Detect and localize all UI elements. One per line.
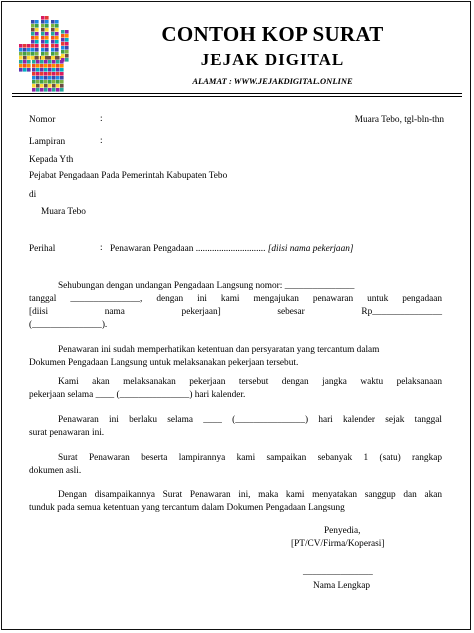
logo-mosaic-tile	[44, 64, 48, 68]
logo-mosaic-tile	[61, 58, 65, 62]
logo-mosaic-tile	[27, 48, 31, 52]
logo-mosaic-tile	[41, 16, 45, 20]
logo-mosaic-tile	[23, 52, 27, 56]
logo-mosaic-tile	[41, 40, 45, 44]
logo-mosaic-tile	[48, 80, 52, 84]
recipient-place: Muara Tebo	[41, 207, 86, 217]
p5-line1: Surat Penawaran beserta lampirannya kami sampaikan sebanyak 1 (satu) rangkap	[58, 453, 442, 463]
logo-mosaic-tile	[41, 32, 45, 36]
logo-mosaic-tile	[51, 36, 55, 40]
logo-mosaic-tile	[55, 36, 59, 40]
logo-mosaic-tile	[44, 76, 48, 80]
logo-mosaic-tile	[65, 38, 69, 42]
logo-mosaic-tile	[45, 56, 49, 60]
logo-mosaic-tile	[23, 60, 27, 64]
logo-mosaic-tile	[19, 48, 23, 52]
logo-mosaic-tile	[45, 16, 49, 20]
perihal-label: Perihal	[29, 244, 56, 254]
logo-mosaic-tile	[31, 28, 35, 32]
logo-mosaic-tile	[56, 88, 60, 92]
logo-mosaic-tile	[45, 28, 49, 32]
logo-mosaic-tile	[65, 30, 69, 34]
logo-mosaic-tile	[65, 54, 69, 58]
lampiran-label: Lampiran	[29, 137, 66, 147]
logo-mosaic-tile	[61, 42, 65, 46]
logo-mosaic-tile	[41, 20, 45, 24]
logo-mosaic-tile	[35, 36, 39, 40]
logo-mosaic-tile	[48, 88, 52, 92]
logo-mosaic-tile	[36, 76, 40, 80]
logo-mosaic-tile	[52, 60, 56, 64]
logo-mosaic-tile	[60, 76, 64, 80]
kepada-yth: Kepada Yth	[29, 155, 74, 165]
logo-mosaic-tile	[35, 20, 39, 24]
logo-mosaic-tile	[55, 28, 59, 32]
logo-mosaic-tile	[31, 44, 35, 48]
logo-mosaic-tile	[65, 34, 69, 38]
logo-mosaic-tile	[51, 20, 55, 24]
p6-line2: tunduk pada semua ketentuan yang tercantum dalam Dokumen Pengadaan Langsung	[29, 503, 345, 513]
logo-mosaic-tile	[52, 68, 56, 72]
p1-line1: Sehubungan dengan undangan Pengadaan Langsung nomor: _______________	[58, 281, 355, 291]
logo-mosaic-tile	[31, 32, 35, 36]
logo-mosaic-tile	[61, 54, 65, 58]
logo-mosaic-tile	[27, 68, 31, 72]
logo-mosaic-tile	[55, 20, 59, 24]
logo-mosaic-tile	[31, 36, 35, 40]
signature-name: Nama Lengkap	[313, 581, 371, 591]
logo-mosaic-tile	[61, 46, 65, 50]
logo-mosaic-tile	[40, 76, 44, 80]
logo-mosaic-tile	[31, 48, 35, 52]
logo-mosaic-tile	[32, 76, 36, 80]
logo-mosaic-tile	[32, 60, 36, 64]
logo-mosaic-tile	[32, 84, 36, 88]
logo-mosaic-tile	[35, 24, 39, 28]
logo-mosaic-tile	[41, 56, 45, 60]
logo-mosaic-tile	[61, 38, 65, 42]
logo-mosaic-tile	[35, 28, 39, 32]
logo-mosaic-tile	[31, 52, 35, 56]
logo-mosaic-tile	[36, 88, 40, 92]
logo-mosaic-tile	[27, 64, 31, 68]
logo-mosaic-tile	[51, 48, 55, 52]
p1-line2: tanggal _______________, dengan ini kami mengajukan penawaran untuk pengadaan	[29, 294, 442, 304]
logo-mosaic-tile	[60, 80, 64, 84]
logo-mosaic-tile	[27, 56, 31, 60]
logo-mosaic-tile	[51, 40, 55, 44]
logo-mosaic-tile	[48, 64, 52, 68]
logo-mosaic-tile	[35, 40, 39, 44]
logo-mosaic-tile	[23, 68, 27, 72]
logo-mosaic-tile	[36, 68, 40, 72]
logo-mosaic-tile	[51, 56, 55, 60]
perihal-colon: :	[100, 243, 103, 253]
logo-mosaic-tile	[60, 84, 64, 88]
logo-mosaic-tile	[19, 64, 23, 68]
logo-mosaic-tile	[52, 64, 56, 68]
lampiran-colon: :	[100, 136, 103, 146]
logo-mosaic-tile	[19, 60, 23, 64]
logo-mosaic-tile	[36, 72, 40, 76]
logo-mosaic-tile	[65, 58, 69, 62]
logo-mosaic-tile	[45, 40, 49, 44]
p1-line3	[29, 306, 442, 318]
p3-line1: Kami akan melaksanakan pekerjaan tersebut dengan jangka waktu pelaksanaan	[58, 377, 442, 387]
logo-mosaic-tile	[61, 30, 65, 34]
signature-line: _______________	[303, 567, 373, 577]
logo-mosaic-tile	[61, 34, 65, 38]
logo-mosaic-tile	[31, 40, 35, 44]
logo-mosaic-tile	[56, 72, 60, 76]
logo-mosaic-tile	[27, 44, 31, 48]
logo-mosaic-tile	[40, 60, 44, 64]
signature-penyedia: Penyedia,	[324, 526, 361, 536]
letterhead-rule-thick	[12, 93, 462, 94]
p4-line1: Penawaran ini berlaku selama ____ (_______________) hari kalender sejak tanggal	[58, 415, 442, 425]
logo-mosaic-tile	[48, 68, 52, 72]
logo-mosaic-tile	[40, 88, 44, 92]
logo-mosaic-tile	[65, 50, 69, 54]
logo-mosaic-tile	[40, 64, 44, 68]
logo-mosaic-tile	[41, 24, 45, 28]
logo-mosaic-tile	[60, 68, 64, 72]
logo-mosaic-tile	[32, 80, 36, 84]
logo-mosaic-tile	[44, 80, 48, 84]
hand-logo-icon	[14, 14, 82, 96]
logo-mosaic-tile	[19, 52, 23, 56]
logo-mosaic-tile	[40, 80, 44, 84]
letterhead-subtitle: JEJAK DIGITAL	[200, 50, 345, 69]
logo-mosaic-tile	[40, 72, 44, 76]
place-date: Muara Tebo, tgl-bln-thn	[354, 115, 444, 125]
logo-mosaic-tile	[41, 48, 45, 52]
p5-line2: dokumen asli.	[29, 466, 82, 476]
logo-mosaic-tile	[55, 48, 59, 52]
logo-mosaic-tile	[32, 64, 36, 68]
logo-mosaic-tile	[32, 72, 36, 76]
logo-mosaic-tile	[19, 68, 23, 72]
logo-mosaic-tile	[48, 84, 52, 88]
logo-mosaic-tile	[44, 84, 48, 88]
logo-mosaic-tile	[35, 48, 39, 52]
logo-mosaic-tile	[60, 72, 64, 76]
logo-mosaic-tile	[56, 64, 60, 68]
perihal-value	[110, 243, 354, 255]
logo-mosaic-tile	[44, 60, 48, 64]
logo-mosaic-tile	[45, 32, 49, 36]
logo-mosaic-tile	[52, 80, 56, 84]
logo-mosaic-tile	[56, 76, 60, 80]
logo-mosaic-tile	[41, 28, 45, 32]
logo-mosaic-tile	[27, 52, 31, 56]
logo-mosaic-tile	[55, 56, 59, 60]
logo-mosaic-tile	[52, 72, 56, 76]
logo-mosaic-tile	[41, 52, 45, 56]
logo-mosaic-tile	[23, 56, 27, 60]
logo-mosaic-tile	[52, 88, 56, 92]
logo-mosaic-tile	[61, 50, 65, 54]
p1-line4: (_______________).	[29, 320, 108, 330]
logo-mosaic-tile	[32, 88, 36, 92]
logo-mosaic-tile	[52, 84, 56, 88]
logo-mosaic-tile	[40, 68, 44, 72]
nomor-label: Nomor	[29, 115, 56, 125]
perihal-placeholder: [diisi nama pekerjaan]	[267, 244, 354, 254]
logo-mosaic-tile	[60, 88, 64, 92]
p4-line2: surat penawaran ini.	[29, 428, 105, 438]
logo-mosaic-tile	[19, 56, 23, 60]
logo-mosaic-tile	[65, 46, 69, 50]
logo-mosaic-tile	[45, 24, 49, 28]
nomor-colon: :	[100, 114, 103, 124]
logo-mosaic-tile	[36, 84, 40, 88]
logo-mosaic-tile	[23, 48, 27, 52]
logo-mosaic-tile	[35, 44, 39, 48]
logo-mosaic-tile	[56, 68, 60, 72]
logo-mosaic-tile	[27, 60, 31, 64]
signature-company: [PT/CV/Firma/Koperasi]	[291, 539, 385, 549]
logo-mosaic-tile	[52, 76, 56, 80]
logo-mosaic-tile	[44, 72, 48, 76]
letterhead-address: ALAMAT : WWW.JEJAKDIGITAL.ONLINE	[192, 76, 353, 86]
logo-mosaic-tile	[51, 52, 55, 56]
logo-mosaic-tile	[35, 56, 39, 60]
p1-line3-text: [diisi nama pekerjaan] sebesar Rp_______________	[29, 307, 442, 317]
logo-mosaic-tile	[60, 64, 64, 68]
logo-mosaic-tile	[55, 24, 59, 28]
p2-line2: Dokumen Pengadaan Langsung untuk melaksanakan pekerjaan tersebut.	[29, 358, 299, 368]
logo-mosaic-tile	[23, 64, 27, 68]
logo-mosaic-tile	[19, 44, 23, 48]
logo-mosaic-tile	[32, 68, 36, 72]
recipient-di: di	[29, 190, 37, 200]
logo-mosaic-tile	[45, 36, 49, 40]
letterhead-title: CONTOH KOP SURAT	[161, 22, 384, 46]
logo-mosaic-tile	[56, 84, 60, 88]
logo-mosaic-tile	[36, 80, 40, 84]
p3-line2: pekerjaan selama ____ (_______________) hari kalender.	[29, 390, 246, 400]
logo-mosaic-tile	[51, 32, 55, 36]
logo-mosaic-tile	[40, 84, 44, 88]
logo-mosaic-tile	[45, 20, 49, 24]
logo-mosaic-tile	[44, 88, 48, 92]
logo-mosaic-tile	[56, 80, 60, 84]
logo-mosaic-tile	[41, 44, 45, 48]
logo-mosaic-tile	[31, 24, 35, 28]
logo-mosaic-tile	[55, 44, 59, 48]
logo-mosaic-tile	[51, 28, 55, 32]
logo-mosaic-tile	[55, 40, 59, 44]
letterhead-rule-thin	[12, 96, 462, 97]
logo-mosaic-tile	[44, 68, 48, 72]
logo-mosaic-tile	[31, 20, 35, 24]
logo-mosaic-tile	[51, 44, 55, 48]
logo-mosaic-tile	[35, 32, 39, 36]
logo-mosaic-tile	[31, 56, 35, 60]
logo-mosaic-tile	[35, 52, 39, 56]
logo-mosaic-tile	[48, 60, 52, 64]
recipient-official: Pejabat Pengadaan Pada Pemerintah Kabupaten Tebo	[29, 171, 228, 181]
logo-mosaic-tile	[23, 44, 27, 48]
logo-mosaic-tile	[36, 64, 40, 68]
logo-mosaic-tile	[56, 60, 60, 64]
p2-line1: Penawaran ini sudah memperhatikan ketentuan dan persyaratan yang tercantum dalam	[58, 345, 380, 355]
logo-mosaic-tile	[45, 48, 49, 52]
perihal-subject: Penawaran Pengadaan ..............................	[110, 244, 266, 254]
p6-line1: Dengan disampaikannya Surat Penawaran ini, maka kami menyatakan sanggup dan akan	[58, 490, 442, 500]
logo-mosaic-tile	[45, 44, 49, 48]
logo-mosaic-tile	[55, 32, 59, 36]
logo-mosaic-tile	[55, 52, 59, 56]
logo-mosaic-tile	[48, 72, 52, 76]
logo-mosaic-tile	[41, 36, 45, 40]
logo-mosaic-tile	[65, 42, 69, 46]
logo-mosaic-tile	[36, 60, 40, 64]
logo-mosaic-tile	[45, 52, 49, 56]
logo-mosaic-tile	[48, 76, 52, 80]
logo-mosaic-tile	[51, 24, 55, 28]
